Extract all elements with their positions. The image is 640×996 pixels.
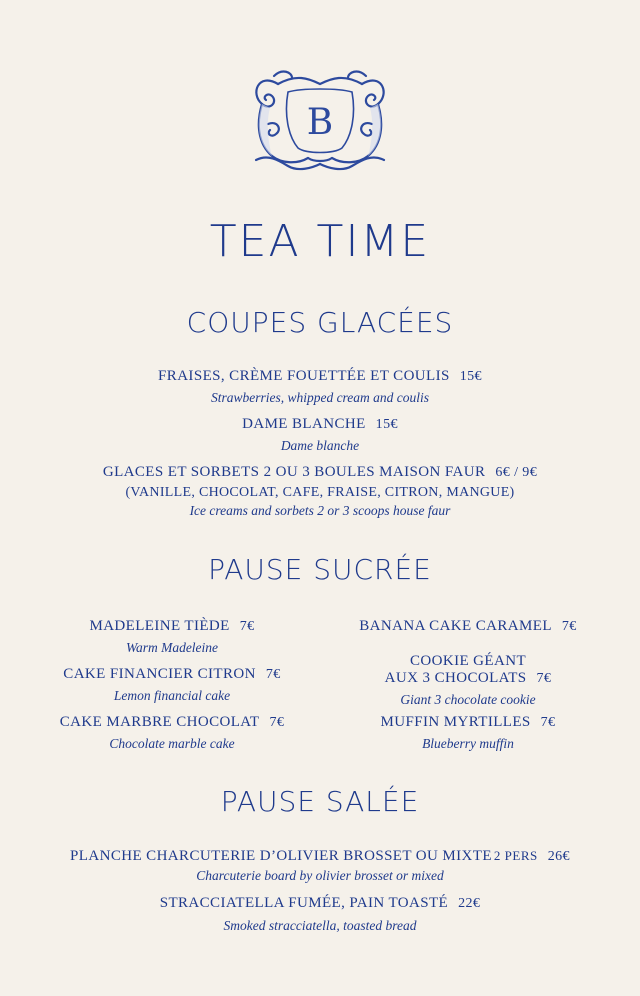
menu-item — [20, 618, 324, 656]
item-translation: Giant 3 chocolate cookie — [400, 692, 536, 707]
section-title-coupes-glacees: COUPES GLACÉES — [186, 306, 454, 339]
item-price: 15€ — [375, 417, 398, 432]
item-price: 15€ — [459, 369, 482, 384]
item-translation: Chocolate marble cake — [109, 736, 235, 751]
item-translation: Warm Madeleine — [125, 640, 219, 655]
menu-item — [316, 714, 620, 752]
item-price: 7€ — [561, 619, 577, 634]
menu-item — [20, 714, 324, 752]
item-name: DAME BLANCHE — [242, 416, 366, 432]
item-translation: Strawberries, whipped cream and coulis — [210, 390, 430, 405]
crest-icon — [248, 64, 392, 174]
menu-item — [0, 464, 640, 519]
item-name: MUFFIN MYRTILLES — [380, 714, 531, 730]
item-price: 7€ — [269, 715, 285, 730]
item-name: PLANCHE CHARCUTERIE D’OLIVIER BROSSET OU MIXTE — [70, 848, 492, 864]
item-name: CAKE FINANCIER CITRON — [63, 666, 256, 682]
item-name: GLACES ET SORBETS 2 OU 3 BOULES MAISON FAUR — [102, 464, 486, 480]
item-translation: Lemon financial cake — [113, 688, 231, 703]
menu-item — [0, 847, 640, 884]
item-price: 26€ — [547, 849, 570, 864]
item-price: 7€ — [540, 715, 556, 730]
item-translation: Dame blanche — [280, 438, 360, 453]
item-name: MADELEINE TIÈDE — [89, 618, 230, 634]
crest-letter: B — [306, 102, 334, 143]
menu-item — [0, 368, 640, 406]
item-quantity: 2 PERS — [493, 848, 538, 863]
item-name: FRAISES, CRÈME FOUETTÉE ET COULIS — [158, 368, 450, 384]
item-translation: Charcuterie board by olivier brosset or mixed — [196, 868, 444, 883]
item-price: 6€ / 9€ — [495, 465, 538, 480]
menu-item — [316, 618, 620, 635]
item-price: 22€ — [458, 896, 481, 911]
menu-item — [0, 416, 640, 454]
item-price: 7€ — [536, 671, 552, 686]
section-title-pause-sucree: PAUSE SUCRÉE — [208, 553, 432, 586]
item-name-line2: AUX 3 CHOCOLATS — [384, 670, 527, 686]
item-name: STRACCIATELLA FUMÉE, PAIN TOASTÉ — [159, 895, 449, 911]
menu-item — [316, 653, 620, 708]
page-title: TEA TIME — [209, 216, 431, 267]
section-title-pause-salee: PAUSE SALÉE — [220, 785, 420, 818]
item-translation: Blueberry muffin — [422, 736, 514, 751]
item-translation: Ice creams and sorbets 2 or 3 scoops house faur — [189, 503, 451, 518]
logo-crest — [248, 64, 392, 174]
item-name: CAKE MARBRE CHOCOLAT — [59, 714, 260, 730]
menu-item — [0, 895, 640, 934]
menu-item — [20, 666, 324, 704]
item-name-line1: COOKIE GÉANT — [409, 653, 527, 669]
item-name: BANANA CAKE CARAMEL — [359, 618, 552, 634]
item-price: 7€ — [239, 619, 255, 634]
item-price: 7€ — [265, 667, 281, 682]
item-translation: Smoked stracciatella, toasted bread — [223, 918, 417, 933]
item-detail: (VANILLE, CHOCOLAT, CAFE, FRAISE, CITRON, MANGUE) — [125, 485, 515, 500]
